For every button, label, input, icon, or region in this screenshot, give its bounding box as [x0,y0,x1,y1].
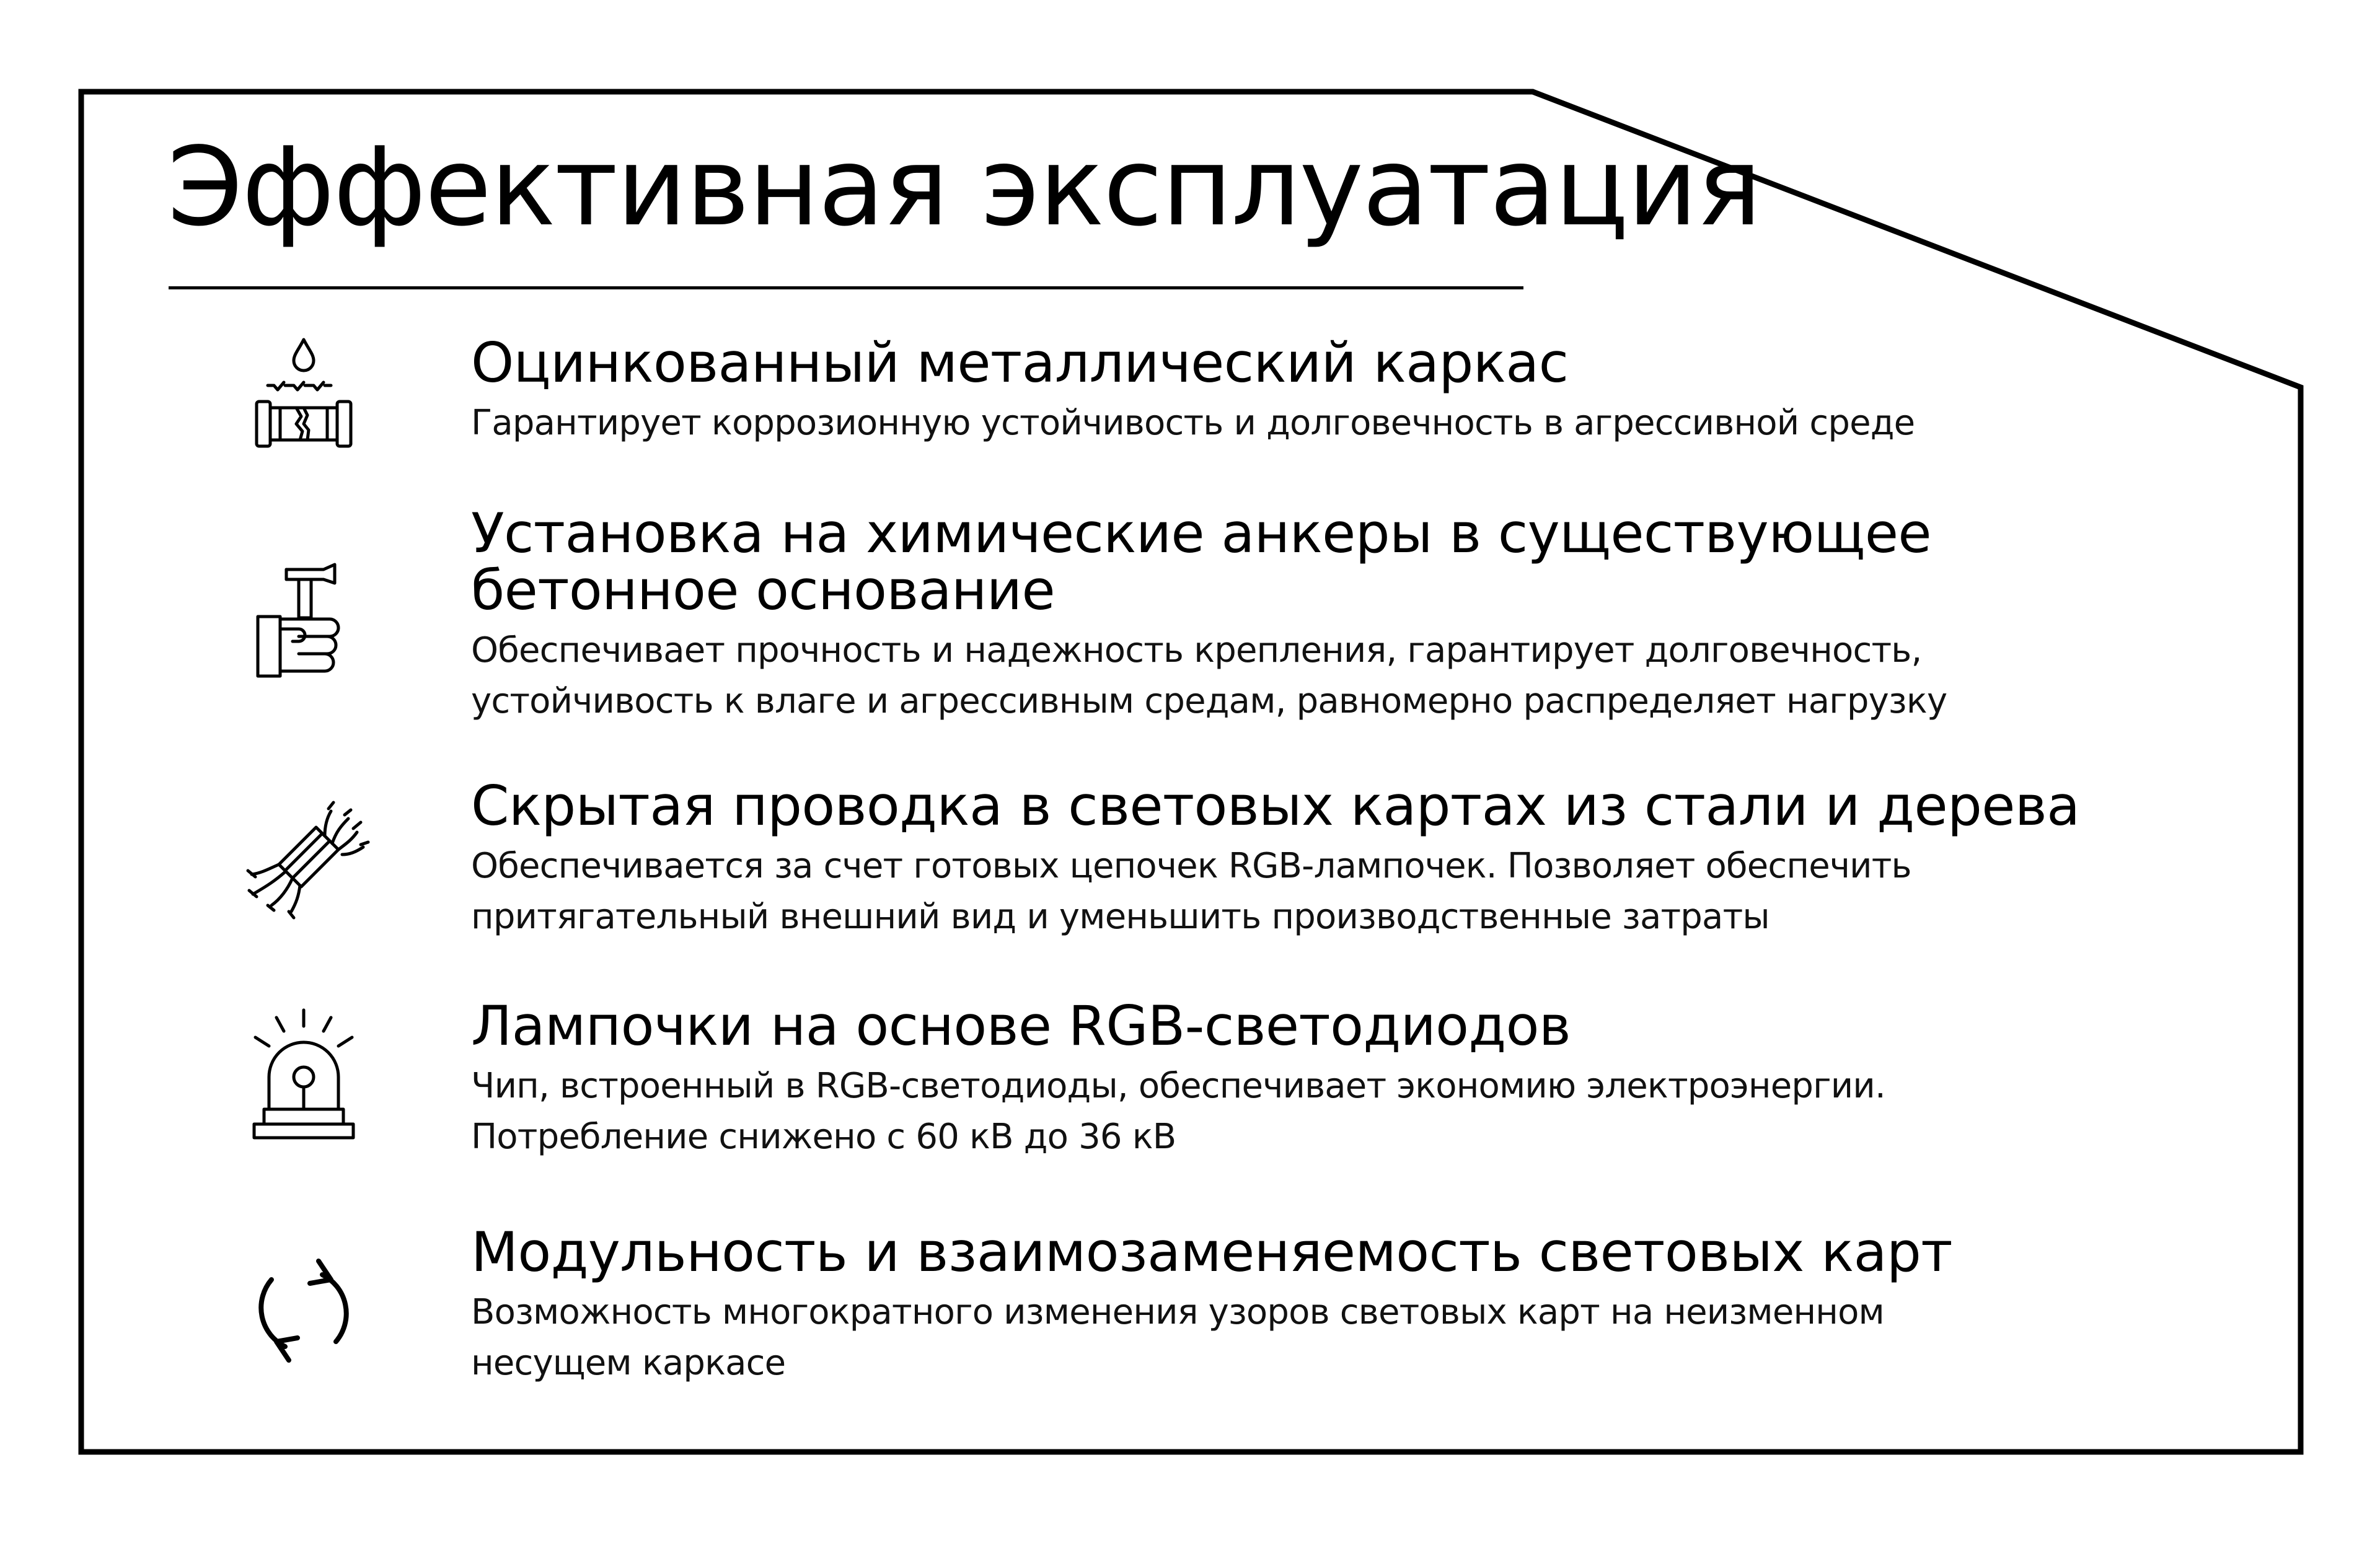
page-title: Эффективная эксплуатация [167,125,1761,250]
feature-description [471,625,2144,727]
feature-description-line: Гарантирует коррозионную устойчивость и долговечность в агрессивной среде [471,403,1915,443]
feature-description [471,398,2144,449]
feature-text [471,774,2144,943]
feature-text [471,1220,2144,1389]
feature-description-line: Потребление снижено с 60 кВ до 36 кВ [471,1117,1176,1157]
feature-description-line: Обеспечивается за счет готовых цепочек RGB-лампочек. Позволяет обеспечить [471,846,1911,886]
feature-heading: Оцинкованный металлический каркас [471,331,1569,395]
feature-heading [471,501,2144,622]
feature-heading: Модульность и взаимозаменяемость световых карт [471,1220,1952,1284]
refresh-arrows-icon [229,1236,378,1385]
feature-description-line: Возможность многократного изменения узоров световых карт на неизменном [471,1292,1885,1332]
feature-description-line: притягательный внешний вид и уменьшить производственные затраты [471,897,1770,937]
title-underline [169,286,1523,289]
feature-heading-line: Установка на химические анкеры в существующее [471,501,1931,565]
feature-description-line: Обеспечивает прочность и надежность крепления, гарантирует долговечность, [471,630,1922,670]
feature-description-line: несущем каркасе [471,1343,786,1383]
feature-description-line: Чип, встроенный в RGB-светодиоды, обеспечивает экономию электроэнергии. [471,1066,1885,1106]
hand-hammer-icon [229,547,378,696]
wire-bundle-icon [229,790,378,939]
feature-description [471,841,2144,943]
feature-text [471,331,2144,449]
feature-description [471,1287,2144,1389]
beacon-light-icon [229,1004,378,1153]
feature-description-line: устойчивость к влаге и агрессивным средам, равномерно распределяет нагрузку [471,681,1947,721]
feature-heading: Скрытая проводка в световых картах из стали и дерева [471,774,2080,838]
feature-description [471,1061,2144,1163]
feature-text [471,501,2144,727]
feature-text [471,994,2144,1163]
feature-heading: Лампочки на основе RGB-светодиодов [471,994,1571,1058]
galvanized-pipe-icon [229,335,378,483]
feature-heading-line: бетонное основание [471,558,1055,622]
